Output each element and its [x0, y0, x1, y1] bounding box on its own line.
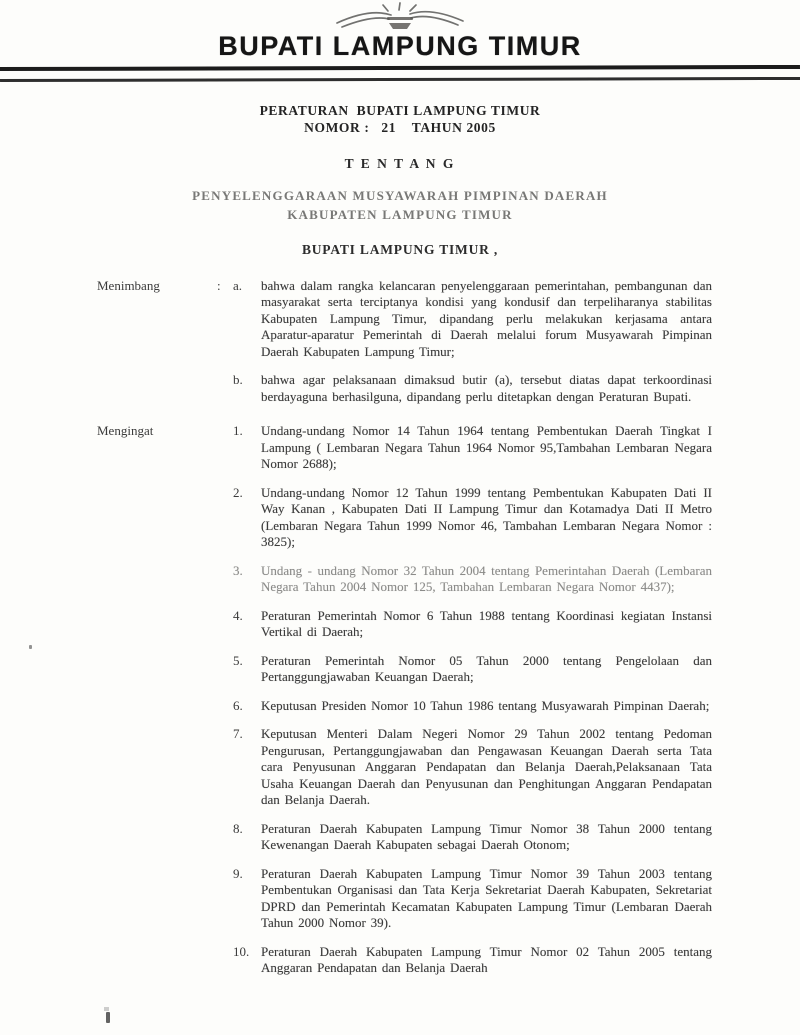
ink-speck [106, 1012, 110, 1023]
item-text: Peraturan Pemerintah Nomor 6 Tahun 1988 tentang Koordinasi kegiatan Instansi Vertikal di Daerah; [261, 607, 712, 640]
subject-line-1: PENYELENGGARAAN MUSYAWARAH PIMPINAN DAERAH [192, 188, 608, 203]
item-marker: 5. [233, 652, 243, 668]
mengingat-item-10 [97, 944, 712, 977]
regulation-subject [0, 187, 800, 225]
item-text: Peraturan Daerah Kabupaten Lampung Timur Nomor 02 Tahun 2005 tentang Anggaran Pendapatan dan Belanja Daerah [261, 943, 712, 976]
item-text: Keputusan Menteri Dalam Negeri Nomor 29 Tahun 2002 tentang Pedoman Pengurusan, Pertanggungjawaban dan Pengawasan Keuangan Daerah serta Tata cara Penyusunan Anggaran Pendapatan dan Belanja Daerah,Pelaksanaan Tata Usaha Keuangan Daerah dan Penyusunan dan Penghitungan Anggaran Pendapatan dan Belanja Daerah. [261, 726, 712, 808]
mengingat-item-2 [97, 485, 712, 551]
item-text: Peraturan Daerah Kabupaten Lampung Timur Nomor 39 Tahun 2003 tentang Pembentukan Organisasi dan Tata Kerja Sekretariat Daerah Kabupaten, Sekretariat DPRD dan Pemerintah Kecamatan Kabupaten Lampung Timur (Lembaran Daerah Tahun 2000 Nomor 39). [261, 865, 712, 931]
letterhead-double-rule [0, 65, 800, 82]
item-marker: 2. [233, 484, 243, 500]
mengingat-item-7 [97, 726, 712, 809]
item-text: Undang-undang Nomor 14 Tahun 1964 tentang Pembentukan Daerah Tingkat I Lampung ( Lembaran Negara Tahun 1964 Nomor 95,Tambahan Lembaran Negara Nomor 2688); [261, 423, 712, 472]
item-text: Peraturan Pemerintah Nomor 05 Tahun 2000 tentang Pengelolaan dan Pertanggungjawaban Keuangan Daerah; [261, 652, 712, 685]
menimbang-separator: : [217, 277, 221, 293]
subject-line-2: KABUPATEN LAMPUNG TIMUR [287, 206, 513, 222]
document-body [0, 278, 800, 977]
item-marker: 3. [233, 562, 243, 578]
mengingat-item-1 [97, 423, 712, 473]
document-heading [0, 103, 800, 258]
item-marker: 7. [233, 726, 243, 742]
item-text: bahwa dalam rangka kelancaran penyelenggaraan pemerintahan, pembangunan dan masyarakat serta terciptanya kondisi yang kondusif dan terpeliharanya stabilitas Kabupaten Lampung Timur, dipandang perlu melakukan kerjasama antara Aparatur-aparatur Pemerintah di Daerah melalui forum Musyawarah Pimpinan Daerah Kabupaten Lampung Timur; [261, 277, 712, 359]
menimbang-item-b [97, 372, 712, 405]
item-marker: 10. [233, 943, 250, 959]
issuer-line: BUPATI LAMPUNG TIMUR , [301, 241, 499, 257]
item-marker: a. [233, 277, 243, 293]
mengingat-item-3 [97, 563, 712, 596]
mengingat-item-9 [97, 866, 712, 932]
letterhead-title: BUPATI LAMPUNG TIMUR [218, 31, 582, 61]
mengingat-item-8 [97, 821, 712, 854]
mengingat-label: Mengingat [97, 423, 154, 439]
item-marker: 6. [233, 697, 243, 713]
item-text: Undang - undang Nomor 32 Tahun 2004 tentang Pemerintahan Daerah (Lembaran Negara Tahun 2004 Nomor 125, Tambahan Lembaran Negara Nomor 4437); [261, 562, 712, 595]
item-text: Undang-undang Nomor 12 Tahun 1999 tentang Pembentukan Kabupaten Dati II Way Kanan , Kabupaten Dati II Lampung Timur dan Kotamadya Dati II Metro (Lembaran Negara Tahun 1999 Nomor 46, Tambahan Lembaran Negara Nomor : 3825); [261, 484, 712, 550]
mengingat-item-6 [97, 698, 712, 715]
mengingat-item-5 [97, 653, 712, 686]
item-marker: b. [233, 372, 243, 388]
item-marker: 4. [233, 607, 243, 623]
ink-speck [29, 645, 32, 649]
tentang-heading: T E N T A N G [344, 156, 456, 171]
item-text: Keputusan Presiden Nomor 10 Tahun 1986 tentang Musyawarah Pimpinan Daerah; [261, 697, 710, 713]
item-marker: 8. [233, 820, 243, 836]
emblem-area [0, 0, 800, 30]
item-marker: 9. [233, 865, 243, 881]
item-marker: 1. [233, 423, 243, 439]
regulation-number: NOMOR : 21 TAHUN 2005 [304, 120, 496, 135]
mengingat-item-4 [97, 608, 712, 641]
menimbang-item-a [97, 278, 712, 361]
menimbang-label: Menimbang [97, 277, 160, 293]
regulation-title: PERATURAN BUPATI LAMPUNG TIMUR [259, 103, 541, 118]
government-crest-icon [325, 2, 475, 30]
item-text: bahwa agar pelaksanaan dimaksud butir (a), tersebut diatas dapat terkoordinasi berdayaguna berhasilguna, dipandang perlu ditetapkan dengan Peraturan Bupati. [261, 372, 712, 404]
item-text: Peraturan Daerah Kabupaten Lampung Timur Nomor 38 Tahun 2000 tentang Kewenangan Daerah Kabupaten sebagai Daerah Otonom; [261, 820, 712, 853]
